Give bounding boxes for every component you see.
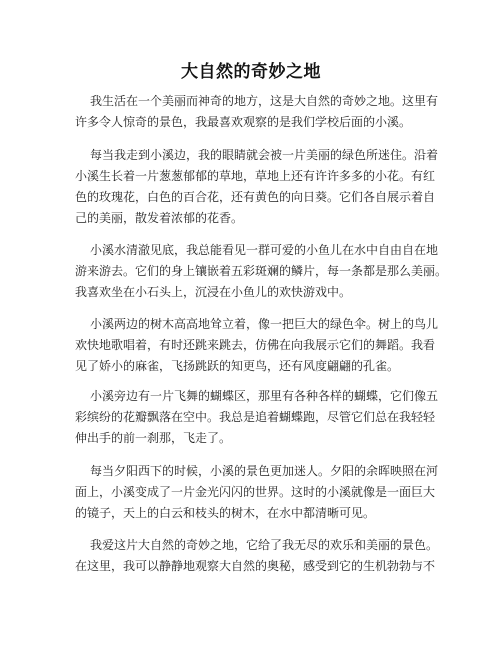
paragraph-3 <box>75 240 448 303</box>
paragraph-line: 彩缤纷的花瓣飘落在空中。我总是追着蝴蝶跑，尽管它们总在我轻轻 <box>75 410 436 424</box>
paragraph-line: 我爱这片大自然的奇妙之地，它给了我无尽的欢乐和美丽的景色。 <box>90 538 439 552</box>
paragraph-line: 己的美丽，散发着浓郁的花香。 <box>75 211 244 225</box>
paragraph-line: 见了娇小的麻雀，飞扬跳跃的知更鸟，还有风度翩翩的孔雀。 <box>75 359 400 373</box>
paragraph-line: 小溪旁边有一片飞舞的蝴蝶区，那里有各种各样的蝴蝶，它们像五 <box>90 389 439 403</box>
paragraph-line: 欢快地歌唱着，有时还跳来跳去，仿佛在向我展示它们的舞蹈。我看 <box>75 338 436 352</box>
paragraph-line: 在这里，我可以静静地观察大自然的奥秘，感受到它的生机勃勃与不 <box>75 559 436 573</box>
paragraph-7 <box>75 535 439 577</box>
paragraph-line: 面上，小溪变成了一片金光闪闪的世界。这时的小溪就像是一面巨大 <box>75 485 436 499</box>
paragraph-2 <box>75 145 439 229</box>
paragraph-line: 每当夕阳西下的时候，小溪的景色更加迷人。夕阳的余晖映照在河 <box>90 464 439 478</box>
paragraph-line: 小溪两边的树木高高地耸立着，像一把巨大的绿色伞。树上的鸟儿 <box>90 317 439 331</box>
paragraph-5 <box>75 386 439 449</box>
paragraph-6 <box>75 461 439 524</box>
document-title: 大自然的奇妙之地 <box>181 62 321 82</box>
paragraph-line: 游来游去。它们的身上镶嵌着五彩斑斓的鳞片，每一条都是那么美丽。 <box>75 264 448 278</box>
paragraph-4 <box>75 314 439 377</box>
paragraph-line: 每当我走到小溪边，我的眼睛就会被一片美丽的绿色所迷住。沿着 <box>90 148 439 162</box>
paragraph-line: 许多令人惊奇的景色，我最喜欢观察的是我们学校后面的小溪。 <box>75 115 412 129</box>
paragraph-line: 小溪水清澈见底，我总能看见一群可爱的小鱼儿在水中自由自在地 <box>90 243 439 257</box>
paragraph-line: 伸出手的前一刹那，飞走了。 <box>75 431 232 445</box>
paragraph-line: 小溪生长着一片葱葱郁郁的草地，草地上还有许许多多的小花。有红 <box>75 169 436 183</box>
paragraph-1 <box>75 91 439 133</box>
paragraph-line: 我喜欢坐在小石头上，沉浸在小鱼儿的欢快游戏中。 <box>75 285 352 299</box>
paragraph-line: 色的玫瑰花，白色的百合花，还有黄色的向日葵。它们各自展示着自 <box>75 190 436 204</box>
paragraph-line: 的镜子，天上的白云和枝头的树木，在水中都清晰可见。 <box>75 506 376 520</box>
paragraph-line: 我生活在一个美丽而神奇的地方，这是大自然的奇妙之地。这里有 <box>90 94 439 108</box>
